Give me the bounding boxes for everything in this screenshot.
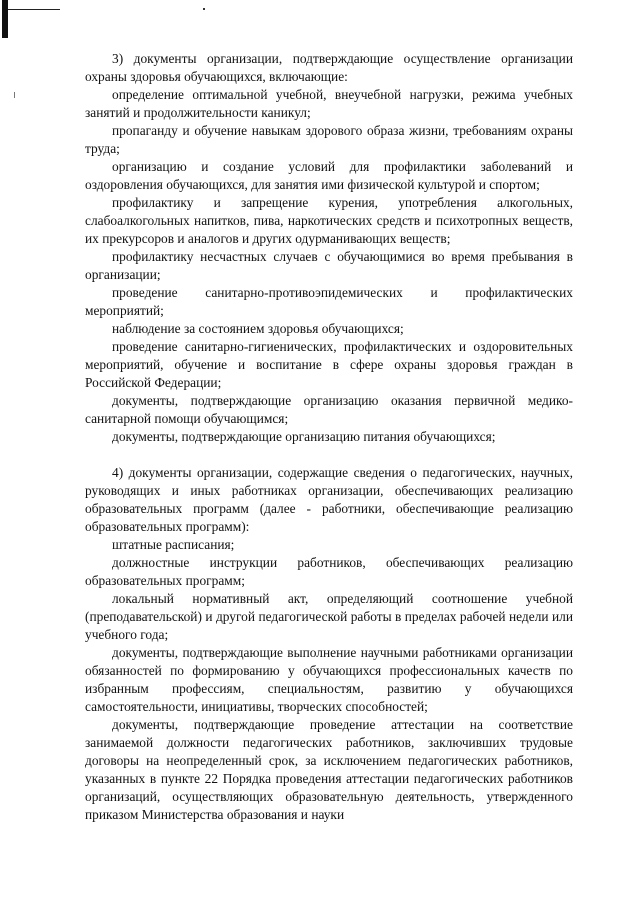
section-4-item: документы, подтверждающие выполнение научными работниками организации обязанностей по формированию у обучающихся профессиональных качеств по избранным профессиям, специальностям, развитию у обучающихся самостоятельности, инициативы, творческих способностей; [85,645,573,714]
section-spacer [85,446,573,464]
section-3-item: определение оптимальной учебной, внеучебной нагрузки, режима учебных занятий и продолжительности каникул; [85,87,573,120]
section-3-item: пропаганду и обучение навыкам здорового образа жизни, требованиям охраны труда; [85,123,573,156]
scan-edge-mark [2,0,8,38]
section-3-item: проведение санитарно-противоэпидемических и профилактических мероприятий; [85,285,573,318]
section-3-item: организацию и создание условий для профилактики заболеваний и оздоровления обучающихся, для занятия ими физической культурой и спортом; [85,159,573,192]
section-4-heading: 4) документы организации, содержащие сведения о педагогических, научных, руководящих и иных работниках организации, обеспечивающих реализацию образовательных программ (далее - работники, обеспечивающие реализацию образовательных программ): [85,465,573,534]
section-4-item: штатные расписания; [112,537,235,552]
scan-margin-tick [14,92,15,98]
scan-edge-line [8,9,60,10]
section-4-item: документы, подтверждающие проведение аттестации на соответствие занимаемой должности педагогических работников, заключивших трудовые договоры на неопределенный срок, за исключением педагогических работников, указанных в пункте 22 Порядка проведения аттестации педагогических работников организаций, осуществляющих образовательную деятельность, утвержденного приказом Министерства образования и науки [85,717,573,822]
section-4-item: должностные инструкции работников, обеспечивающих реализацию образовательных программ; [85,555,573,588]
section-4-item: локальный нормативный акт, определяющий соотношение учебной (преподавательской) и другой педагогической работы в пределах рабочей недели или учебного года; [85,591,573,642]
scan-speck [203,8,205,10]
section-3-item: профилактику несчастных случаев с обучающимися во время пребывания в организации; [85,249,573,282]
document-page [85,50,573,824]
section-3-item: документы, подтверждающие организацию оказания первичной медико-санитарной помощи обучающимся; [85,393,573,426]
section-3-heading: 3) документы организации, подтверждающие осуществление организации охраны здоровья обучающихся, включающие: [85,51,573,84]
section-3-item: наблюдение за состоянием здоровья обучающихся; [112,321,404,336]
section-3-item: профилактику и запрещение курения, употребления алкогольных, слабоалкогольных напитков, пива, наркотических средств и психотропных веществ, их прекурсоров и аналогов и других одурманивающих веществ; [85,195,573,246]
section-3-item: документы, подтверждающие организацию питания обучающихся; [112,429,496,444]
section-3-item: проведение санитарно-гигиенических, профилактических и оздоровительных мероприятий, обучение и воспитание в сфере охраны здоровья граждан в Российской Федерации; [85,339,573,390]
